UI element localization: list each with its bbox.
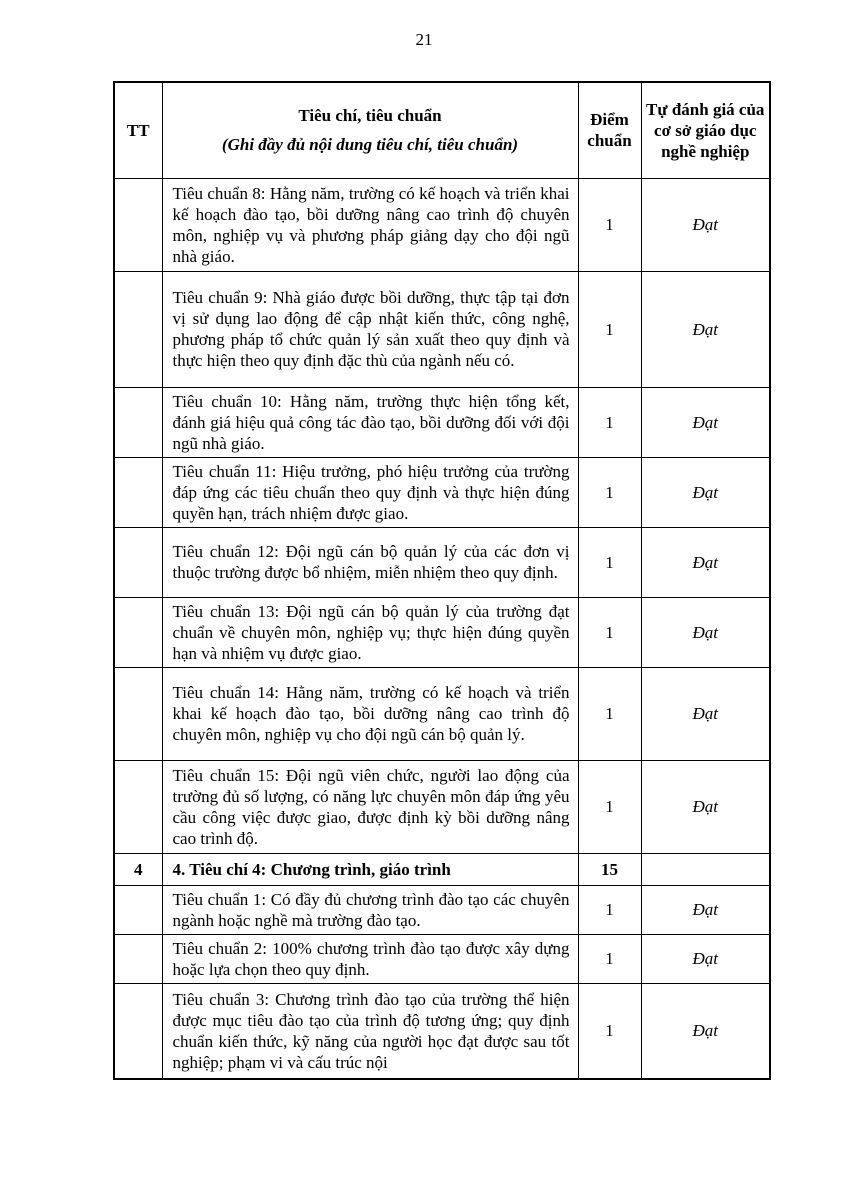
- page-number: 21: [415, 30, 433, 49]
- table-row: [114, 457, 770, 527]
- row-tt: 4: [114, 853, 162, 885]
- header-criteria: [162, 82, 578, 178]
- row-score: 1: [578, 387, 641, 457]
- row-self-eval: Đạt: [641, 271, 770, 387]
- table-row: [114, 934, 770, 983]
- table-row: [114, 597, 770, 667]
- row-self-eval: Đạt: [641, 667, 770, 760]
- table-row: [114, 178, 770, 271]
- row-score: 1: [578, 760, 641, 853]
- row-tt: [114, 527, 162, 597]
- row-tt: [114, 178, 162, 271]
- row-score: 1: [578, 934, 641, 983]
- row-criteria-text: Tiêu chuẩn 8: Hằng năm, trường có kế hoạch và triển khai kế hoạch đào tạo, bồi dưỡng nâng cao trình độ chuyên môn, nghiệp vụ và phương pháp giảng dạy cho đội ngũ nhà giáo.: [162, 178, 578, 271]
- row-tt: [114, 387, 162, 457]
- row-tt: [114, 760, 162, 853]
- row-score: 1: [578, 667, 641, 760]
- row-tt: [114, 885, 162, 934]
- row-criteria-text: Tiêu chuẩn 10: Hằng năm, trường thực hiện tổng kết, đánh giá hiệu quả công tác đào tạo, bồi dưỡng đối với đội ngũ nhà giáo.: [162, 387, 578, 457]
- table-row: [114, 271, 770, 387]
- row-self-eval: [641, 853, 770, 885]
- row-score: 1: [578, 271, 641, 387]
- row-criteria-text: Tiêu chuẩn 2: 100% chương trình đào tạo được xây dựng hoặc lựa chọn theo quy định.: [162, 934, 578, 983]
- row-self-eval: Đạt: [641, 387, 770, 457]
- row-score: 1: [578, 527, 641, 597]
- criteria-table: [113, 81, 771, 1080]
- row-self-eval: Đạt: [641, 885, 770, 934]
- table-row: [114, 527, 770, 597]
- row-criteria-text: Tiêu chuẩn 3: Chương trình đào tạo của trường thể hiện được mục tiêu đào tạo của trình độ tương ứng; quy định chuẩn kiến thức, kỹ năng của người học đạt được sau tốt nghiệp; phạm vi và cấu trúc nội: [162, 983, 578, 1079]
- row-self-eval: Đạt: [641, 760, 770, 853]
- header-score: Điểm chuẩn: [578, 82, 641, 178]
- row-self-eval: Đạt: [641, 934, 770, 983]
- table-header-row: [114, 82, 770, 178]
- row-criteria-text: Tiêu chuẩn 1: Có đầy đủ chương trình đào tạo các chuyên ngành hoặc nghề mà trường đào tạo.: [162, 885, 578, 934]
- row-tt: [114, 934, 162, 983]
- row-criteria-text: Tiêu chuẩn 9: Nhà giáo được bồi dưỡng, thực tập tại đơn vị sử dụng lao động để cập nhật kiến thức, công nghệ, phương pháp tổ chức quản lý sản xuất theo quy định và thực hiện theo quy định đặc thù của ngành nếu có.: [162, 271, 578, 387]
- row-criteria-text: Tiêu chuẩn 12: Đội ngũ cán bộ quản lý của các đơn vị thuộc trường được bổ nhiệm, miễn nhiệm theo quy định.: [162, 527, 578, 597]
- table-row: [114, 760, 770, 853]
- row-criteria-text: Tiêu chuẩn 11: Hiệu trưởng, phó hiệu trưởng của trường đáp ứng các tiêu chuẩn theo quy định và thực hiện đúng quyền hạn, trách nhiệm được giao.: [162, 457, 578, 527]
- row-score: 1: [578, 457, 641, 527]
- row-score: 1: [578, 983, 641, 1079]
- row-criteria-text: 4. Tiêu chí 4: Chương trình, giáo trình: [162, 853, 578, 885]
- row-self-eval: Đạt: [641, 597, 770, 667]
- row-score: 1: [578, 178, 641, 271]
- row-criteria-text: Tiêu chuẩn 15: Đội ngũ viên chức, người lao động của trường đủ số lượng, có năng lực chuyên môn đáp ứng yêu cầu công việc được giao, được định kỳ bồi dưỡng nâng cao trình độ.: [162, 760, 578, 853]
- row-self-eval: Đạt: [641, 457, 770, 527]
- header-criteria-title: Tiêu chí, tiêu chuẩn: [298, 106, 442, 126]
- section-row: [114, 853, 770, 885]
- row-criteria-text: Tiêu chuẩn 14: Hằng năm, trường có kế hoạch và triển khai kế hoạch đào tạo, bồi dưỡng nâng cao trình độ chuyên môn, nghiệp vụ cho đội ngũ cán bộ quản lý.: [162, 667, 578, 760]
- row-self-eval: Đạt: [641, 983, 770, 1079]
- row-tt: [114, 983, 162, 1079]
- row-criteria-text: Tiêu chuẩn 13: Đội ngũ cán bộ quản lý của trường đạt chuẩn về chuyên môn, nghiệp vụ; thực hiện đúng quyền hạn và nhiệm vụ được giao.: [162, 597, 578, 667]
- header-tt: TT: [114, 82, 162, 178]
- row-tt: [114, 667, 162, 760]
- row-tt: [114, 457, 162, 527]
- table-row: [114, 983, 770, 1079]
- row-self-eval: Đạt: [641, 178, 770, 271]
- row-tt: [114, 271, 162, 387]
- row-tt: [114, 597, 162, 667]
- table-row: [114, 387, 770, 457]
- row-self-eval: Đạt: [641, 527, 770, 597]
- header-criteria-note: (Ghi đầy đủ nội dung tiêu chí, tiêu chuẩn): [221, 135, 519, 155]
- row-score: 1: [578, 597, 641, 667]
- row-score: 15: [578, 853, 641, 885]
- header-self-eval: Tự đánh giá của cơ sở giáo dục nghề nghiệp: [641, 82, 770, 178]
- table-row: [114, 667, 770, 760]
- row-score: 1: [578, 885, 641, 934]
- table-row: [114, 885, 770, 934]
